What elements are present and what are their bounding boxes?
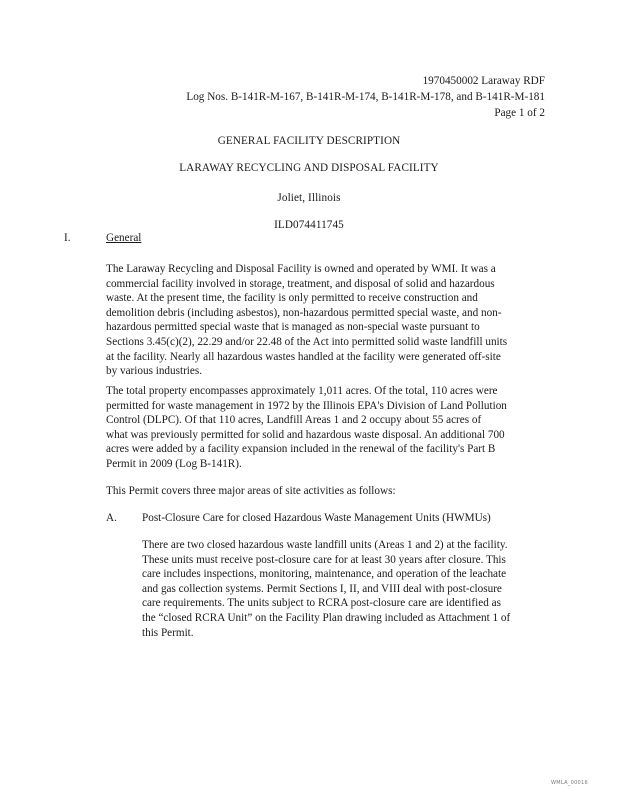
- paragraph-line: acres were added by a facility expansion included in the renewal of the facility's Part B: [106, 443, 496, 456]
- header-facility-id: 1970450002 Laraway RDF: [422, 75, 545, 87]
- paragraph-line: Sections 3.45(c)(2), 22.29 and/or 22.48 of the Act into permitted solid waste landfill units: [106, 335, 508, 348]
- facility-epa-id: ILD074411745: [274, 219, 344, 231]
- subsection-title: Post-Closure Care for closed Hazardous Waste Management Units (HWMUs): [142, 512, 491, 524]
- paragraph-property-acreage: [106, 384, 546, 472]
- header-log-numbers: Log Nos. B-141R-M-167, B-141R-M-174, B-141R-M-178, and B-141R-M-181: [186, 91, 545, 103]
- paragraph-facility-overview: [106, 262, 546, 379]
- paragraph-line: There are two closed hazardous waste landfill units (Areas 1 and 2) at the facility.: [142, 539, 508, 551]
- paragraph-line: waste. At the present time, the facility is only permitted to receive construction and: [106, 292, 478, 305]
- facility-name: LARAWAY RECYCLING AND DISPOSAL FACILITY: [179, 162, 439, 174]
- section-title: General: [106, 232, 142, 244]
- paragraph-post-closure-care: [142, 538, 552, 640]
- paragraph-line: the “closed RCRA Unit” on the Facility Plan drawing included as Attachment 1 of: [142, 611, 511, 624]
- paragraph-line: at the facility. Nearly all hazardous wastes handled at the facility were generated off-site: [106, 350, 501, 363]
- paragraph-line: what was previously permitted for solid and hazardous waste disposal. An additional 700: [106, 428, 505, 441]
- paragraph-line: Permit in 2009 (Log B-141R).: [106, 457, 242, 470]
- paragraph-line: commercial facility involved in storage, treatment, and disposal of solid and hazardous: [106, 277, 495, 290]
- paragraph-line: this Permit.: [142, 626, 194, 639]
- paragraph-line: permitted for waste management in 1972 by the Illinois EPA's Division of Land Pollution: [106, 399, 507, 412]
- subsection-letter: A.: [106, 512, 117, 524]
- bates-stamp: WMLA_00016: [551, 780, 588, 786]
- paragraph-line: Control (DLPC). Of that 110 acres, Landfill Areas 1 and 2 occupy about 55 acres of: [106, 414, 482, 427]
- paragraph-line: The total property encompasses approximately 1,011 acres. Of the total, 110 acres were: [106, 385, 498, 397]
- header-page-number: Page 1 of 2: [494, 107, 545, 119]
- section-number: I.: [64, 232, 71, 244]
- paragraph-permit-coverage: This Permit covers three major areas of site activities as follows:: [106, 485, 396, 497]
- paragraph-line: These units must receive post-closure care for at least 30 years after closure. This: [142, 553, 506, 566]
- paragraph-line: by various industries.: [106, 365, 203, 378]
- paragraph-line: The Laraway Recycling and Disposal Facility is owned and operated by WMI. It was a: [106, 263, 496, 275]
- paragraph-line: care includes inspections, monitoring, maintenance, and operation of the leachate: [142, 568, 507, 581]
- paragraph-line: and gas collection systems. Permit Sections I, II, and VIII deal with post-closure: [142, 582, 502, 595]
- facility-location: Joliet, Illinois: [277, 192, 341, 204]
- document-title: GENERAL FACILITY DESCRIPTION: [217, 135, 401, 147]
- paragraph-line: hazardous permitted special waste that is managed as non-special waste pursuant to: [106, 321, 480, 334]
- paragraph-line: demolition debris (including asbestos), non-hazardous permitted special waste, and non-: [106, 306, 502, 319]
- paragraph-line: care requirements. The units subject to RCRA post-closure care are identified as: [142, 597, 501, 610]
